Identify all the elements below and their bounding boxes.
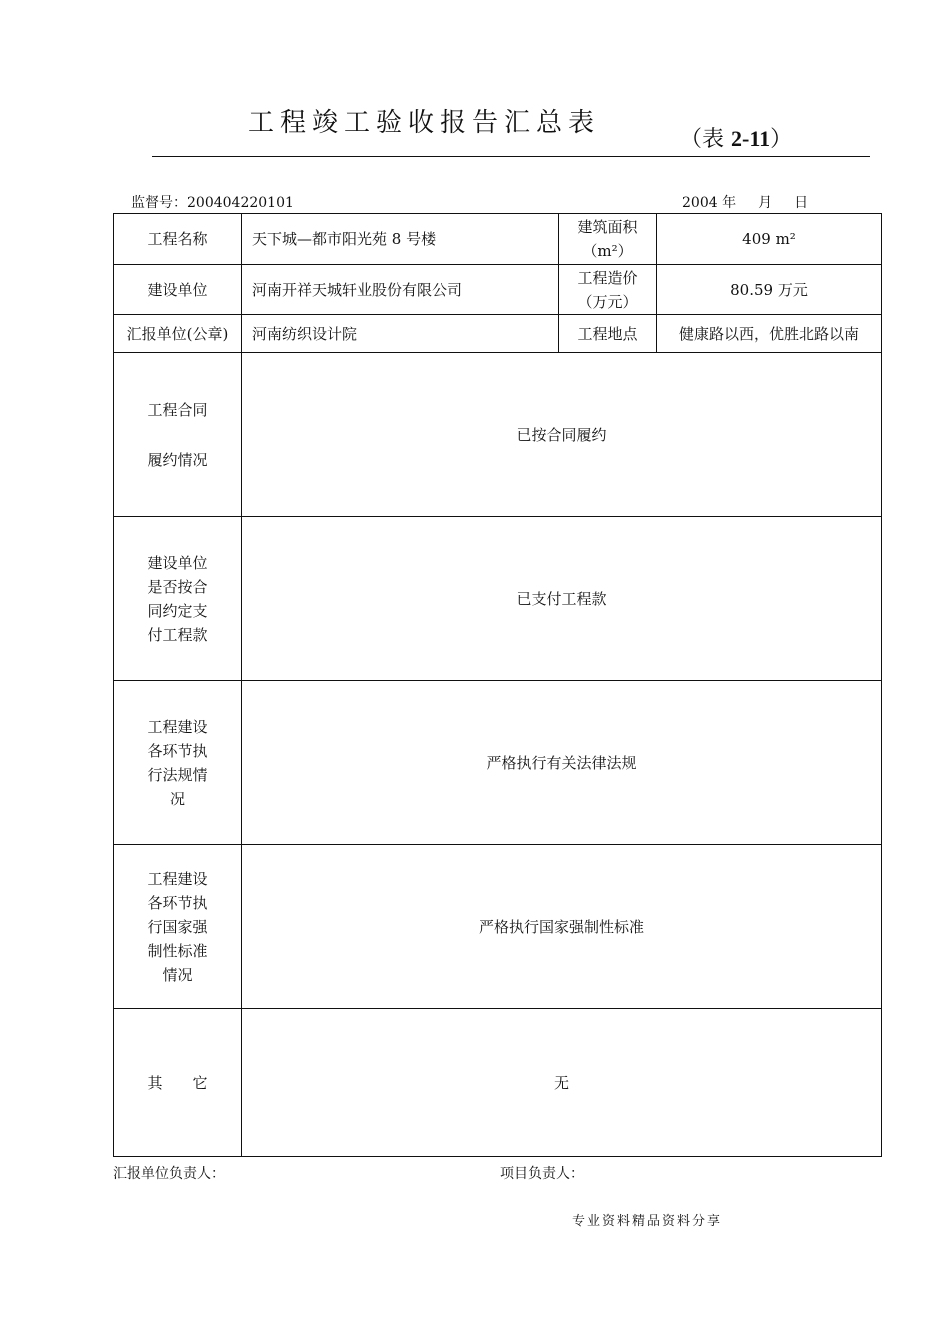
summary-table xyxy=(113,213,882,1157)
law-value: 严格执行有关法律法规 xyxy=(242,681,882,845)
payment-label xyxy=(114,517,242,681)
project-head-signature: 项目负责人： xyxy=(500,1166,584,1182)
cost-label-line: 工程造价 xyxy=(577,268,638,287)
reporter-label: 汇报单位(公章) xyxy=(114,315,242,353)
contract-label-line: 工程合同 xyxy=(147,400,208,419)
supervision-number xyxy=(131,192,294,212)
area-label-line: 建筑面积 xyxy=(577,218,638,236)
project-name-label: 工程名称 xyxy=(114,214,242,265)
table-row xyxy=(114,517,882,681)
law-label-line: 行法规情 xyxy=(147,765,208,784)
supervision-label: 监督号： xyxy=(131,195,187,211)
location-label: 工程地点 xyxy=(559,315,657,353)
table-code-prefix: （表 xyxy=(680,127,731,152)
document-title: 工程竣工验收报告汇总表 xyxy=(248,108,601,138)
payment-value: 已支付工程款 xyxy=(242,517,882,681)
builder-value: 河南开祥天城轩业股份有限公司 xyxy=(242,265,559,315)
date-day: 日 xyxy=(794,195,809,211)
table-row xyxy=(114,265,882,315)
other-value: 无 xyxy=(242,1009,882,1157)
standard-label-line: 制性标准 xyxy=(147,941,208,960)
area-unit-line: （m²） xyxy=(582,242,633,260)
cost-value: 80.59 万元 xyxy=(657,265,882,315)
payment-label-line: 是否按合 xyxy=(147,577,208,596)
table-row xyxy=(114,681,882,845)
table-code xyxy=(680,122,792,153)
table-row xyxy=(114,353,882,517)
payment-label-line: 同约定支 xyxy=(147,601,208,620)
title-underline xyxy=(152,156,870,157)
date-year: 2004 年 xyxy=(682,195,737,211)
standard-label-line: 工程建设 xyxy=(147,869,208,888)
law-label-line: 各环节执 xyxy=(147,741,208,760)
area-value: 409 m² xyxy=(657,214,882,265)
law-label-line: 工程建设 xyxy=(147,717,208,736)
law-label xyxy=(114,681,242,845)
standard-value: 严格执行国家强制性标准 xyxy=(242,845,882,1009)
table-code-suffix: ） xyxy=(770,127,793,152)
area-label xyxy=(559,214,657,265)
builder-label: 建设单位 xyxy=(114,265,242,315)
reporter-head-signature: 汇报单位负责人： xyxy=(113,1166,225,1182)
cost-label xyxy=(559,265,657,315)
other-label: 其 它 xyxy=(114,1009,242,1157)
standard-label-line: 情况 xyxy=(162,965,193,984)
standard-label-line: 行国家强 xyxy=(147,917,208,936)
contract-value: 已按合同履约 xyxy=(242,353,882,517)
location-value: 健康路以西，优胜北路以南 xyxy=(657,315,882,353)
table-code-number: 2-11 xyxy=(731,126,771,151)
law-label-line: 况 xyxy=(169,789,185,808)
cost-unit-line: （万元） xyxy=(577,292,638,311)
table-row xyxy=(114,214,882,265)
table-row xyxy=(114,315,882,353)
standard-label xyxy=(114,845,242,1009)
contract-label xyxy=(114,353,242,517)
payment-label-line: 建设单位 xyxy=(147,553,208,572)
table-row xyxy=(114,1009,882,1157)
supervision-value: 200404220101 xyxy=(187,195,294,211)
footer-mark: 专业资料精品资料分享 xyxy=(572,1214,723,1229)
payment-label-line: 付工程款 xyxy=(147,625,208,644)
date-month: 月 xyxy=(758,195,773,211)
table-row xyxy=(114,845,882,1009)
contract-label-line: 履约情况 xyxy=(147,450,208,469)
project-name-value: 天下城—都市阳光苑 8 号楼 xyxy=(242,214,559,265)
standard-label-line: 各环节执 xyxy=(147,893,208,912)
report-date xyxy=(682,192,830,212)
reporter-value: 河南纺织设计院 xyxy=(242,315,559,353)
